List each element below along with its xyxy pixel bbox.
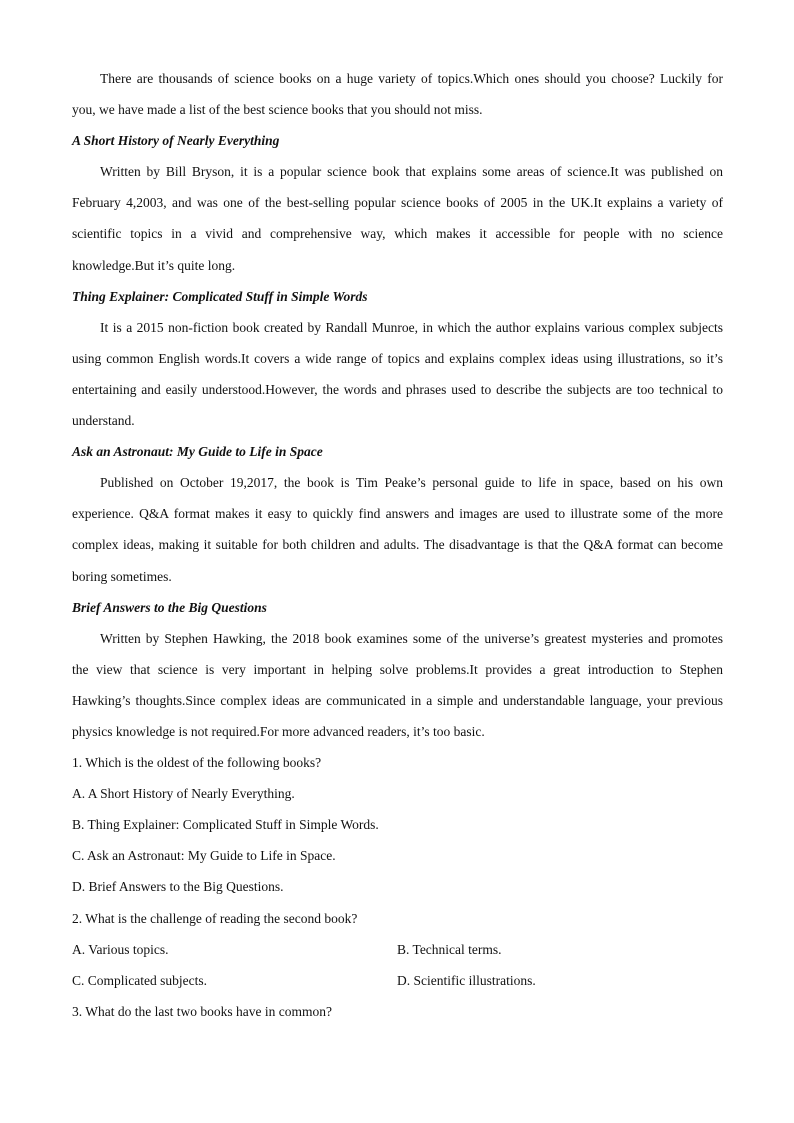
paragraph-line: There are thousands of science books on a huge variety of topics.Which ones should you choose? Luckily for — [100, 71, 723, 86]
book-title: Thing Explainer: Complicated Stuff in Simple Words — [72, 288, 368, 304]
answer-option: B. Thing Explainer: Complicated Stuff in Simple Words. — [72, 817, 379, 833]
book-section — [72, 125, 723, 280]
paragraph-line: boring sometimes. — [72, 568, 172, 584]
book-title: Ask an Astronaut: My Guide to Life in Space — [72, 444, 323, 460]
paragraph-line: February 4,2003, and was one of the best-selling popular science books of 2005 in the UK.It explains a variety of — [72, 195, 723, 211]
paragraph-line: experience. Q&A format makes it easy to quickly find answers and images are used to illustrate some of the more — [72, 506, 723, 522]
book-section — [72, 436, 723, 591]
question — [72, 747, 723, 902]
answer-option: A. Various topics. — [72, 941, 169, 957]
book-title: A Short History of Nearly Everything — [72, 133, 280, 149]
intro-paragraph — [72, 63, 723, 125]
paragraph-line: physics knowledge is not required.For more advanced readers, it’s too basic. — [72, 723, 485, 739]
paragraph-line: using common English words.It covers a wide range of topics and explains complex ideas using illustrations, so it’s — [72, 350, 723, 366]
paragraph-line: Published on October 19,2017, the book is Tim Peake’s personal guide to life in space, based on his own — [100, 475, 723, 491]
question-stem: 1. Which is the oldest of the following books? — [72, 755, 322, 771]
paragraph-line: complex ideas, making it suitable for both children and adults. The disadvantage is that the Q&A format can become — [72, 537, 723, 553]
answer-option: C. Complicated subjects. — [72, 972, 207, 988]
answer-option-row — [72, 965, 723, 996]
paragraph-line: It is a 2015 non-fiction book created by Randall Munroe, in which the author explains various complex subjects — [100, 319, 723, 335]
question — [72, 996, 723, 1027]
paragraph-line: entertaining and easily understood.However, the words and phrases used to describe the subjects are too technical to — [72, 381, 723, 397]
paragraph-line: you, we have made a list of the best science books that you should not miss. — [72, 102, 483, 118]
answer-option: C. Ask an Astronaut: My Guide to Life in Space. — [72, 848, 336, 864]
paragraph-line: Hawking’s thoughts.Since complex ideas are communicated in a simple and understandable language, your previous — [72, 692, 723, 708]
paragraph-line: the view that science is very important in helping solve problems.It provides a great introduction to Stephen — [72, 661, 723, 677]
answer-option: D. Brief Answers to the Big Questions. — [72, 879, 284, 895]
book-title: Brief Answers to the Big Questions — [72, 599, 267, 615]
paragraph-line: scientific topics in a vivid and comprehensive way, which makes it accessible for people with no science — [72, 226, 723, 242]
answer-option-row — [72, 934, 723, 965]
book-section — [72, 592, 723, 747]
paragraph-line: Written by Stephen Hawking, the 2018 book examines some of the universe’s greatest mysteries and promotes — [100, 630, 723, 646]
paragraph-line: Written by Bill Bryson, it is a popular science book that explains some areas of science.It was published on — [100, 164, 723, 180]
answer-option: B. Technical terms. — [397, 941, 502, 957]
paragraph-line: understand. — [72, 413, 135, 429]
question — [72, 903, 723, 996]
answer-option: A. A Short History of Nearly Everything. — [72, 786, 295, 802]
book-section — [72, 281, 723, 436]
question-stem: 2. What is the challenge of reading the second book? — [72, 910, 358, 926]
paragraph-line: knowledge.But it’s quite long. — [72, 257, 236, 273]
document-page — [72, 63, 723, 1027]
answer-option: D. Scientific illustrations. — [397, 972, 536, 988]
question-stem: 3. What do the last two books have in common? — [72, 1003, 332, 1019]
